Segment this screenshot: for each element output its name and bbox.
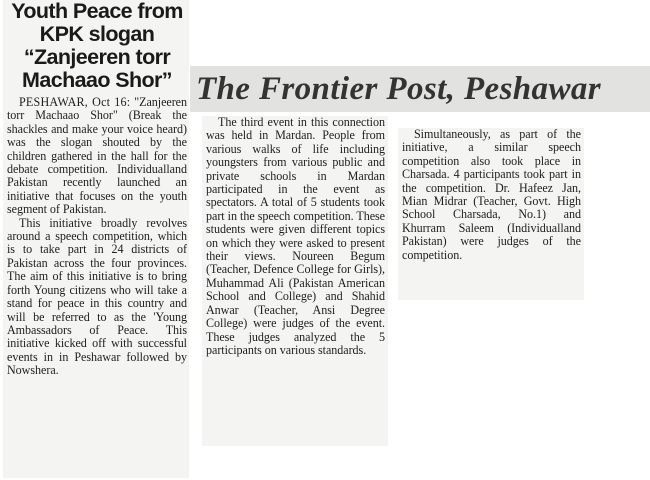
article-column-middle [202,116,388,446]
article-paragraph [7,96,187,217]
article-dateline: PESHAWAR, Oct 16: [19,95,131,109]
article-column-left [3,0,189,478]
article-column-right [398,128,584,300]
newspaper-masthead [190,66,650,112]
masthead-title: The Frontier Post, Peshawar [196,71,602,107]
article-paragraph: This initiative broadly revolves around a speech competition, which is to take part in 24 districts of Pakistan across the four provinces. The aim of this initiative is to bring forth Young citizens who will take a stand for peace in this country and will be referred to as the 'Young Ambassadors of Peace. This initiative kicked off with successful events in in Peshawar followed by Nowshera. [7,215,187,378]
article-headline: Youth Peace from KPK slogan “Zanjeeren torr Machaao Shor” [11,0,183,92]
article-paragraph-text: "Zanjeeren torr Machaao Shor" (Break the shackles and make your voice heard) was the slogan shouted by the children gathered in the hall for the debate competition. Individualland Pakistan recently launched an initiative that focuses on the youth segment of Pakistan. [7,95,187,217]
article-paragraph: Simultaneously, as part of the initiative, a similar speech competition also took place in Charsada. 4 participants took part in the competition. Dr. Hafeez Jan, Mian Midrar (Teacher, Govt. High School Charsada, No.1) and Khurram Saleem (Individualland Pakistan) were judges of the competition. [402,127,581,262]
article-paragraph: The third event in this connection was held in Mardan. People from various walks of life including youngsters from various public and private schools in Mardan participated in the event as spectators. A total of 5 students took part in the speech competition. These students were given different topics on which they were asked to present their views. Noureen Begum (Teacher, Defence College for Girls), Muhammad Ali (Pakistan American School and College) and Shahid Anwar (Teacher, Ansi Degree College) were judges of the event. These judges analyzed the 5 participants on various standards. [206,115,385,357]
